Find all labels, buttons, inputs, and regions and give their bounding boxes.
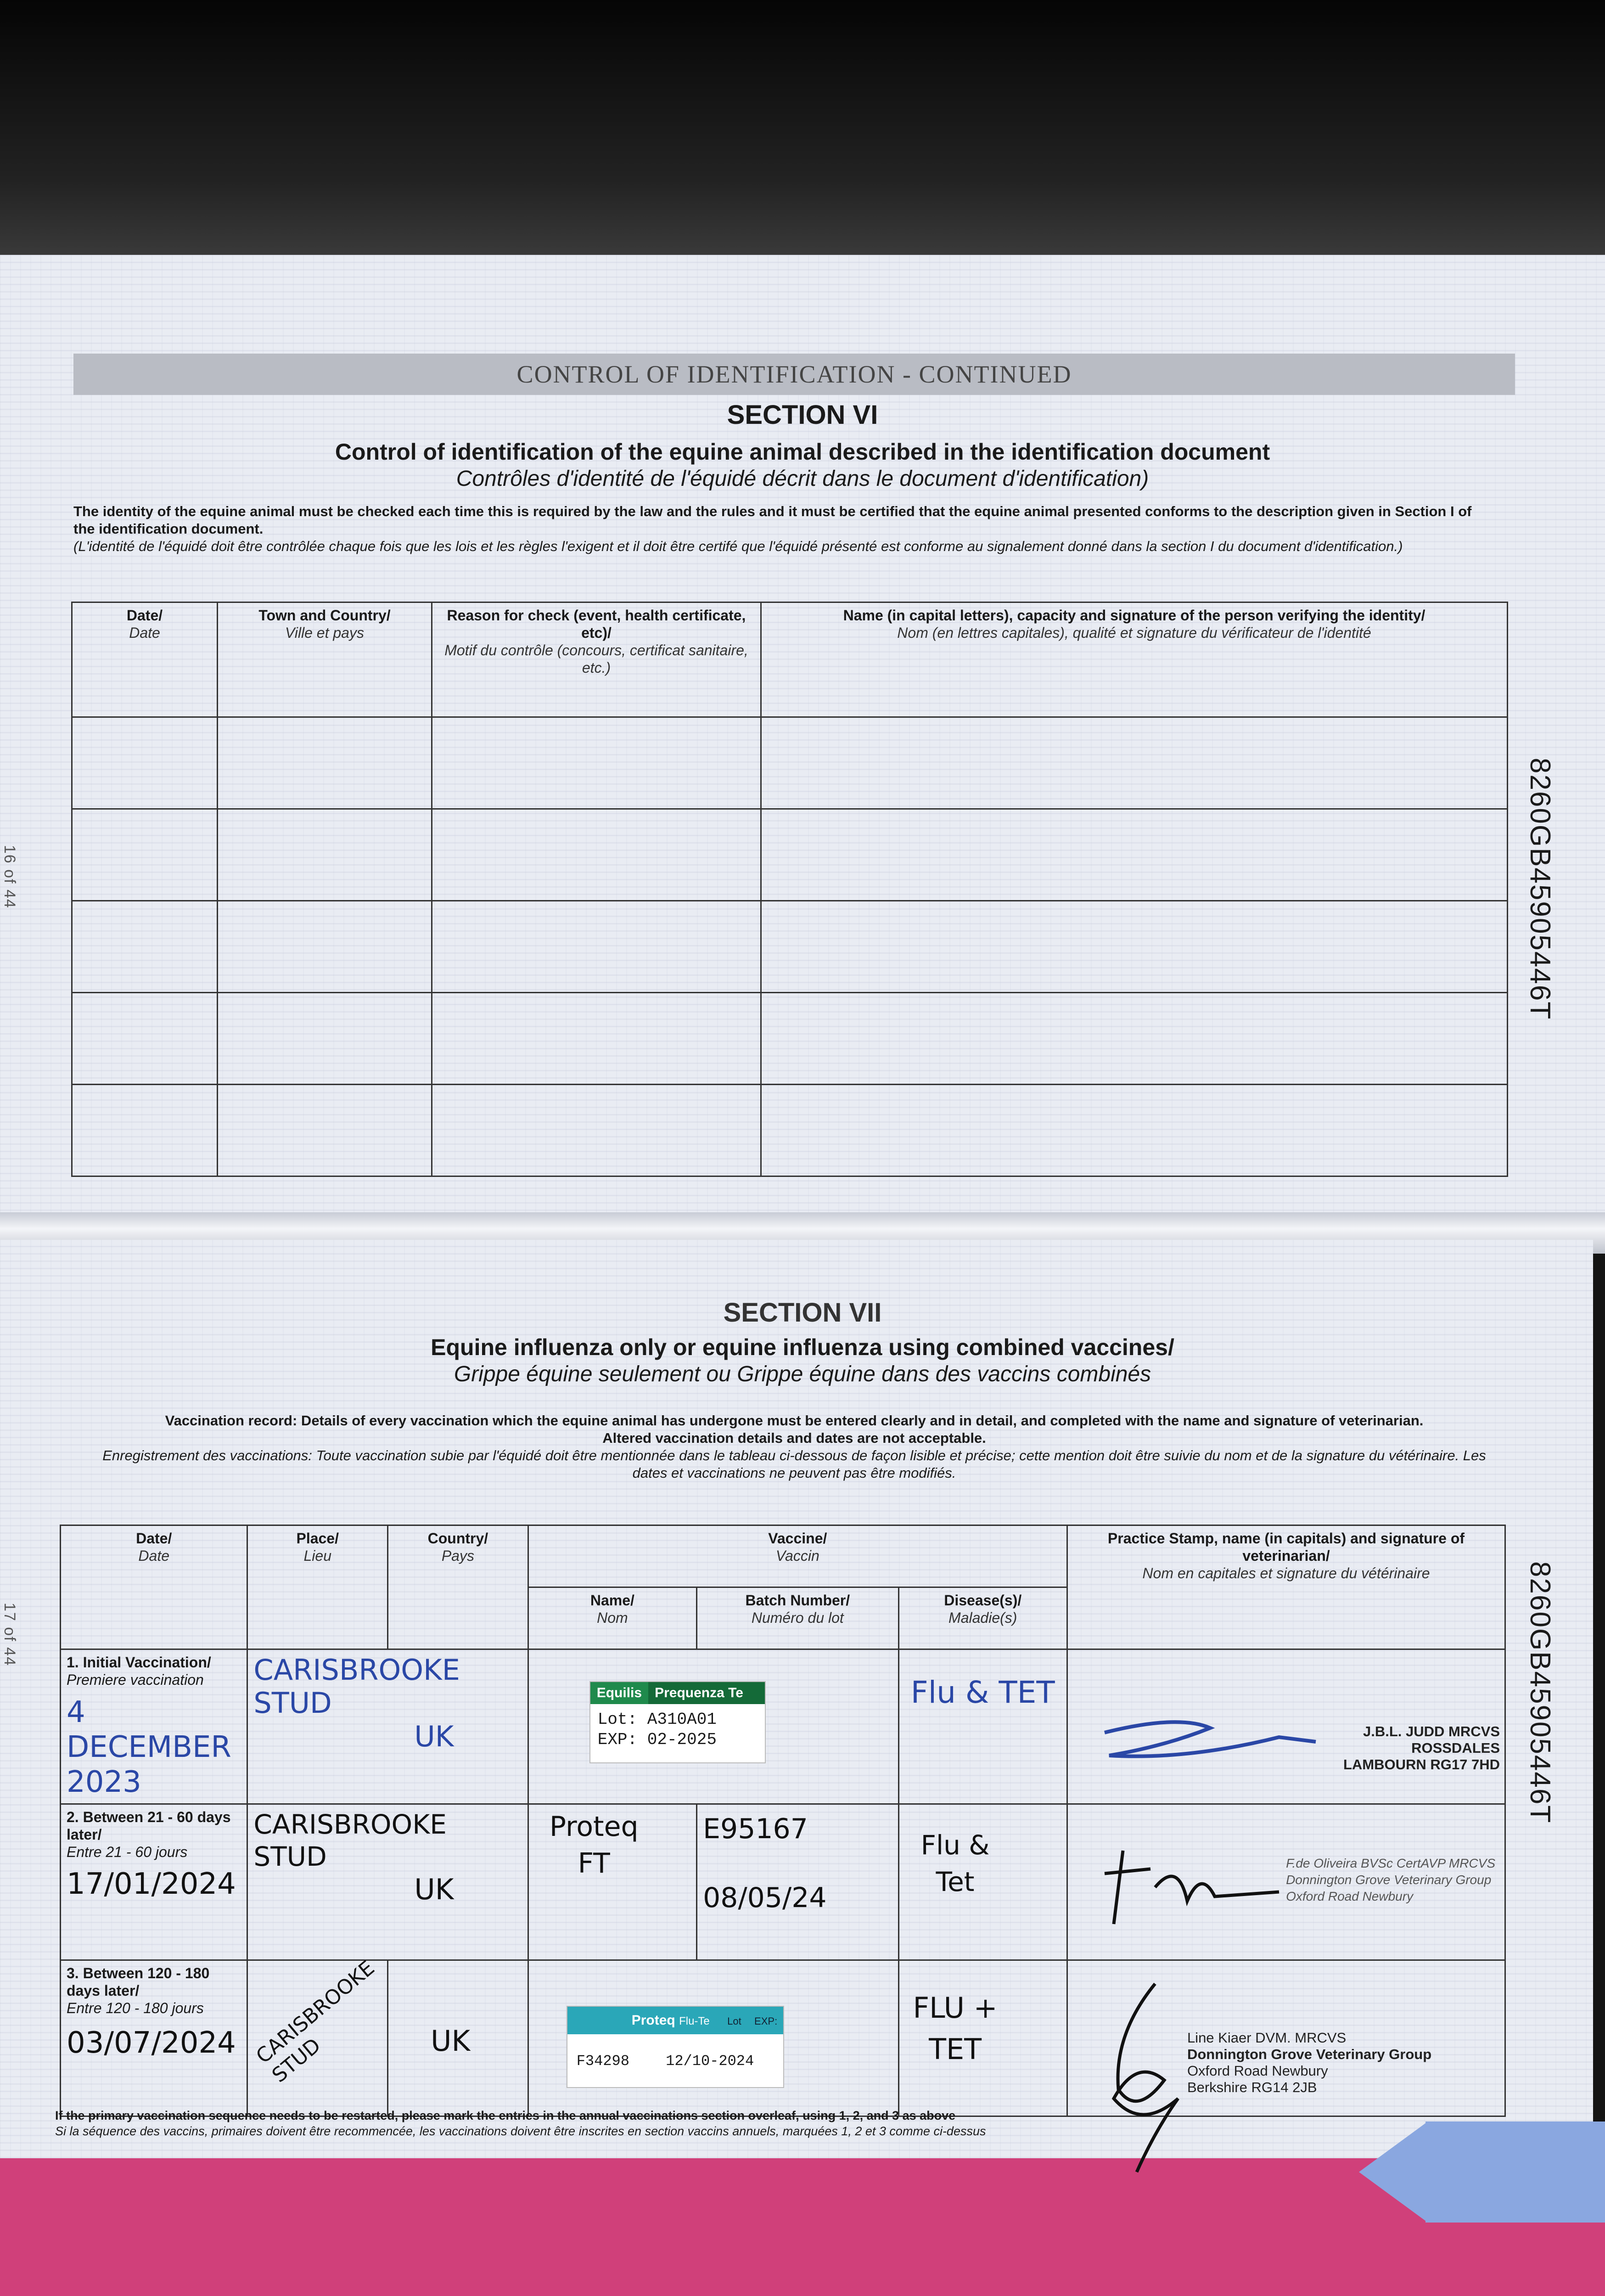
section-vi-title-en: Control of identification of the equine animal described in the identification document xyxy=(335,439,1270,465)
row1-country: UK xyxy=(414,1720,454,1753)
col-town: Town and Country/ Ville et pays xyxy=(218,602,432,717)
table-row xyxy=(61,1804,1505,1960)
row2-disease: Flu & Tet xyxy=(920,1829,990,1897)
table-row xyxy=(72,809,1508,901)
sticker-brand: Equilis xyxy=(590,1682,648,1704)
section-vi-heading: SECTION VI xyxy=(727,400,878,430)
vaccination-table xyxy=(60,1525,1506,2117)
row2-batch-cell xyxy=(697,1804,898,1960)
row2-batch: E95167 xyxy=(703,1813,808,1845)
section-vi-title-fr: Contrôles d'identité de l'équidé décrit dans le document d'identification) xyxy=(456,467,1149,491)
col-country: Country/ Pays xyxy=(388,1525,528,1649)
page-number-17: 17 of 44 xyxy=(1,1603,18,1666)
row3-place-cell xyxy=(247,1956,388,2116)
row3-date: 03/07/2024 xyxy=(67,2026,236,2060)
row2-name-cell xyxy=(528,1804,696,1960)
row3-disease-cell xyxy=(898,1960,1067,2116)
row2-country: UK xyxy=(414,1873,454,1906)
page-tab-marker-body xyxy=(1425,2122,1605,2223)
sticker-exp: 12/10-2024 xyxy=(666,2053,754,2070)
row2-place-country xyxy=(247,1804,528,1960)
row1-vaccine-sticker-cell xyxy=(528,1649,898,1804)
section-vi-intro xyxy=(73,503,1487,555)
section-vii-title-fr: Grippe équine seulement ou Grippe équine dans des vaccins combinés xyxy=(454,1362,1151,1386)
row2-vaccine-name: Proteq FT xyxy=(549,1811,639,1880)
sticker-lot: A310A01 xyxy=(647,1710,717,1729)
sticker-brand: Proteq xyxy=(631,2013,675,2028)
section-vii-title-en: Equine influenza only or equine influenza using combined vaccines/ xyxy=(431,1334,1174,1360)
control-band-title: CONTROL OF IDENTIFICATION - CONTINUED xyxy=(73,354,1515,395)
passport-id-16: 8260GB45905446T xyxy=(1524,758,1556,1020)
sticker-lot: F34298 xyxy=(576,2053,629,2070)
row3-date-cell: 3. Between 120 - 180 days later/ Entre 120 - 180 jours 03/07/2024 xyxy=(61,1960,247,2116)
col-reason: Reason for check (event, health certificate, etc)/ Motif du contrôle (concours, certificat sanitaire, etc.) xyxy=(432,602,761,717)
table-row xyxy=(72,993,1508,1085)
row2-place: CARISBROOKE STUD xyxy=(253,1809,447,1872)
signature-1-icon xyxy=(1095,1705,1325,1774)
page-number-16: 16 of 44 xyxy=(1,845,18,909)
row2-disease-cell xyxy=(898,1804,1067,1960)
section-vii-heading: SECTION VII xyxy=(723,1298,882,1328)
section-vii-intro: Vaccination record: Details of every vaccination which the equine animal has undergone must be entered clearly and in detail, and completed with the name and signature of veterinarian. Altered vaccination details and dates are not acceptable. Enregistrement des vaccinations: Toute vaccination subie par l'équidé doit être mentionnée dans le tableau ci-dessous de façon lisible et précise; cette mention doit être suivie du nom et de la signature du vétérinaire. Les dates et vaccinations ne peuvent pas être modifiés. xyxy=(102,1412,1486,1481)
row2-vet-cell xyxy=(1067,1804,1505,1960)
row2-date: 17/01/2024 xyxy=(67,1867,236,1901)
table-row xyxy=(61,1960,1505,2116)
col-vet: Practice Stamp, name (in capitals) and signature of veterinarian/ Nom en capitales et signature du vétérinaire xyxy=(1067,1525,1505,1649)
row3-place: CARISBROOKE STUD xyxy=(252,1956,379,2088)
proteq-sticker: Proteq Flu-Te Lot EXP: F34298 12/10-2024 xyxy=(567,2006,784,2088)
vet-stamp-1: J.B.L. JUDD MRCVS ROSSDALES LAMBOURN RG17 7HD xyxy=(1343,1723,1500,1773)
row3-country: UK xyxy=(431,2024,471,2058)
sticker-product: Flu-Te xyxy=(679,2015,710,2027)
row3-disease: FLU + TET xyxy=(913,1991,998,2066)
row3-vaccine-sticker-cell xyxy=(528,1960,898,2116)
vet-stamp-3: Line Kiaer DVM. MRCVS Donnington Grove Veterinary Group Oxford Road Newbury Berkshire RG14 2JB xyxy=(1187,2030,1432,2095)
page-tab-marker xyxy=(1359,2122,1428,2223)
row2-batch-exp: 08/05/24 xyxy=(703,1882,827,1914)
vet-stamp-2: F.de Oliveira BVSc CertAVP MRCVS Donnington Grove Veterinary Group Oxford Road Newbury xyxy=(1286,1856,1495,1903)
col-vaccine-name: Name/ Nom xyxy=(528,1587,696,1649)
intro-en: The identity of the equine animal must be checked each time this is required by the law and the rules and it must be certified that the equine animal presented conforms to the description given in Section I of the identification document. xyxy=(73,503,1472,537)
col-verifier: Name (in capital letters), capacity and signature of the person verifying the identity/ Nom (en lettres capitales), qualité et signature du vérificateur de l'identité xyxy=(761,602,1508,717)
dark-background xyxy=(0,0,1605,257)
row1-disease: Flu & TET xyxy=(910,1675,1055,1710)
identity-check-table xyxy=(71,602,1508,1177)
col-date: Date/ Date xyxy=(72,602,218,717)
row1-date: 4 DECEMBER 2023 xyxy=(67,1695,231,1799)
row3-vet-cell xyxy=(1067,1960,1505,2116)
col-batch: Batch Number/ Numéro du lot xyxy=(697,1587,898,1649)
row3-country-cell xyxy=(388,1960,528,2116)
vaccination-footer: If the primary vaccination sequence needs to be restarted, please mark the entries in the annual vaccinations section overleaf, using 1, 2, and 3 as above Si la séquence des vaccins, primaires doivent être recommencée, les vaccinations doivent être inscrites en section vaccins annuels, marquées 1, 2 et 3 comme ci-dessus xyxy=(55,2109,986,2138)
col-place: Place/ Lieu xyxy=(247,1525,388,1649)
table-row xyxy=(72,901,1508,993)
col-date: Date/ Date xyxy=(61,1525,247,1649)
table-row xyxy=(72,1085,1508,1176)
sticker-product: Prequenza Te xyxy=(648,1682,765,1704)
table-row xyxy=(72,717,1508,809)
intro-fr: (L'identité de l'équidé doit être contrôlée chaque fois que les lois et les règles l'exigent et il doit être certifé que l'équidé présenté est conforme au signalement donné dans la section I du document d'identification.) xyxy=(73,538,1403,554)
row2-date-cell: 2. Between 21 - 60 days later/ Entre 21 - 60 jours 17/01/2024 xyxy=(61,1804,247,1960)
row1-date-cell: 1. Initial Vaccination/ Premiere vaccination 4 DECEMBER 2023 xyxy=(61,1649,247,1804)
row1-place-country xyxy=(247,1649,528,1804)
row1-vet-cell xyxy=(1067,1649,1505,1804)
passport-id-17: 8260GB45905446T xyxy=(1524,1561,1556,1824)
col-vaccine: Vaccine/ Vaccin xyxy=(528,1525,1067,1587)
sticker-exp: 02-2025 xyxy=(647,1730,717,1749)
row1-place: CARISBROOKE STUD xyxy=(253,1653,460,1720)
equilis-sticker: Equilis Prequenza Te Lot: A310A01 EXP: 02-2025 xyxy=(589,1681,766,1763)
col-disease: Disease(s)/ Maladie(s) xyxy=(898,1587,1067,1649)
signature-2-icon xyxy=(1095,1832,1288,1933)
row1-disease-cell xyxy=(898,1649,1067,1804)
table-row xyxy=(61,1649,1505,1804)
